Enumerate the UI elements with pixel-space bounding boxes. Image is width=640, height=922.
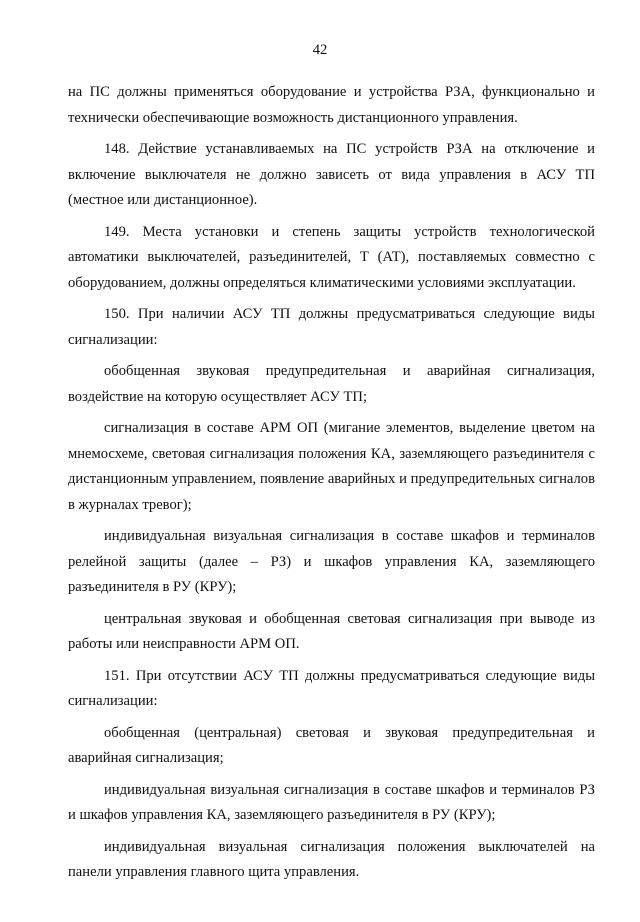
paragraph-150: 150. При наличии АСУ ТП должны предусматриваться следующие виды сигнализации: [68, 306, 595, 348]
list-item: индивидуальная визуальная сигнализация положения выключателей на панели управления главного щита управления. [68, 838, 595, 880]
paragraph-149: 149. Места установки и степень защиты устройств технологической автоматики выключателей, разъединителей, Т (АТ), поставляемых совместно с оборудованием, должны определяться климатическими условиями эксплуатации. [68, 223, 595, 291]
paragraph-148: 148. Действие устанавливаемых на ПС устройств РЗА на отключение и включение выключателя не должно зависеть от вида управления в АСУ ТП (местное или дистанционное). [68, 141, 595, 208]
list-item: центральная звуковая и обобщенная световая сигнализация при выводе из работы или неисправности АРМ ОП. [68, 610, 595, 652]
list-item: обобщенная (центральная) световая и звуковая предупредительная и аварийная сигнализация; [68, 724, 595, 766]
list-item: индивидуальная визуальная сигнализация в составе шкафов и терминалов релейной защиты (далее – РЗ) и шкафов управления КА, заземляющего разъединителя в РУ (КРУ); [68, 528, 595, 595]
paragraph-continuation: на ПС должны применяться оборудование и устройства РЗА, функционально и технически обеспечивающие возможность дистанционного управления. [68, 84, 595, 126]
list-item: обобщенная звуковая предупредительная и аварийная сигнализация, воздействие на которую осуществляет АСУ ТП; [68, 363, 595, 405]
list-item: индивидуальная визуальная сигнализация в составе шкафов и терминалов РЗ и шкафов управления КА, заземляющего разъединителя в РУ (КРУ); [68, 781, 595, 823]
paragraph-151: 151. При отсутствии АСУ ТП должны предусматриваться следующие виды сигнализации: [68, 667, 595, 709]
page-number: 42 [312, 42, 328, 58]
list-item: сигнализация в составе АРМ ОП (мигание элементов, выделение цветом на мнемосхеме, световая сигнализация положения КА, заземляющего разъединителя с дистанционным управлением, появление аварийных и предупредительных сигналов в журналах тревог); [68, 420, 595, 513]
document-body [68, 80, 595, 892]
